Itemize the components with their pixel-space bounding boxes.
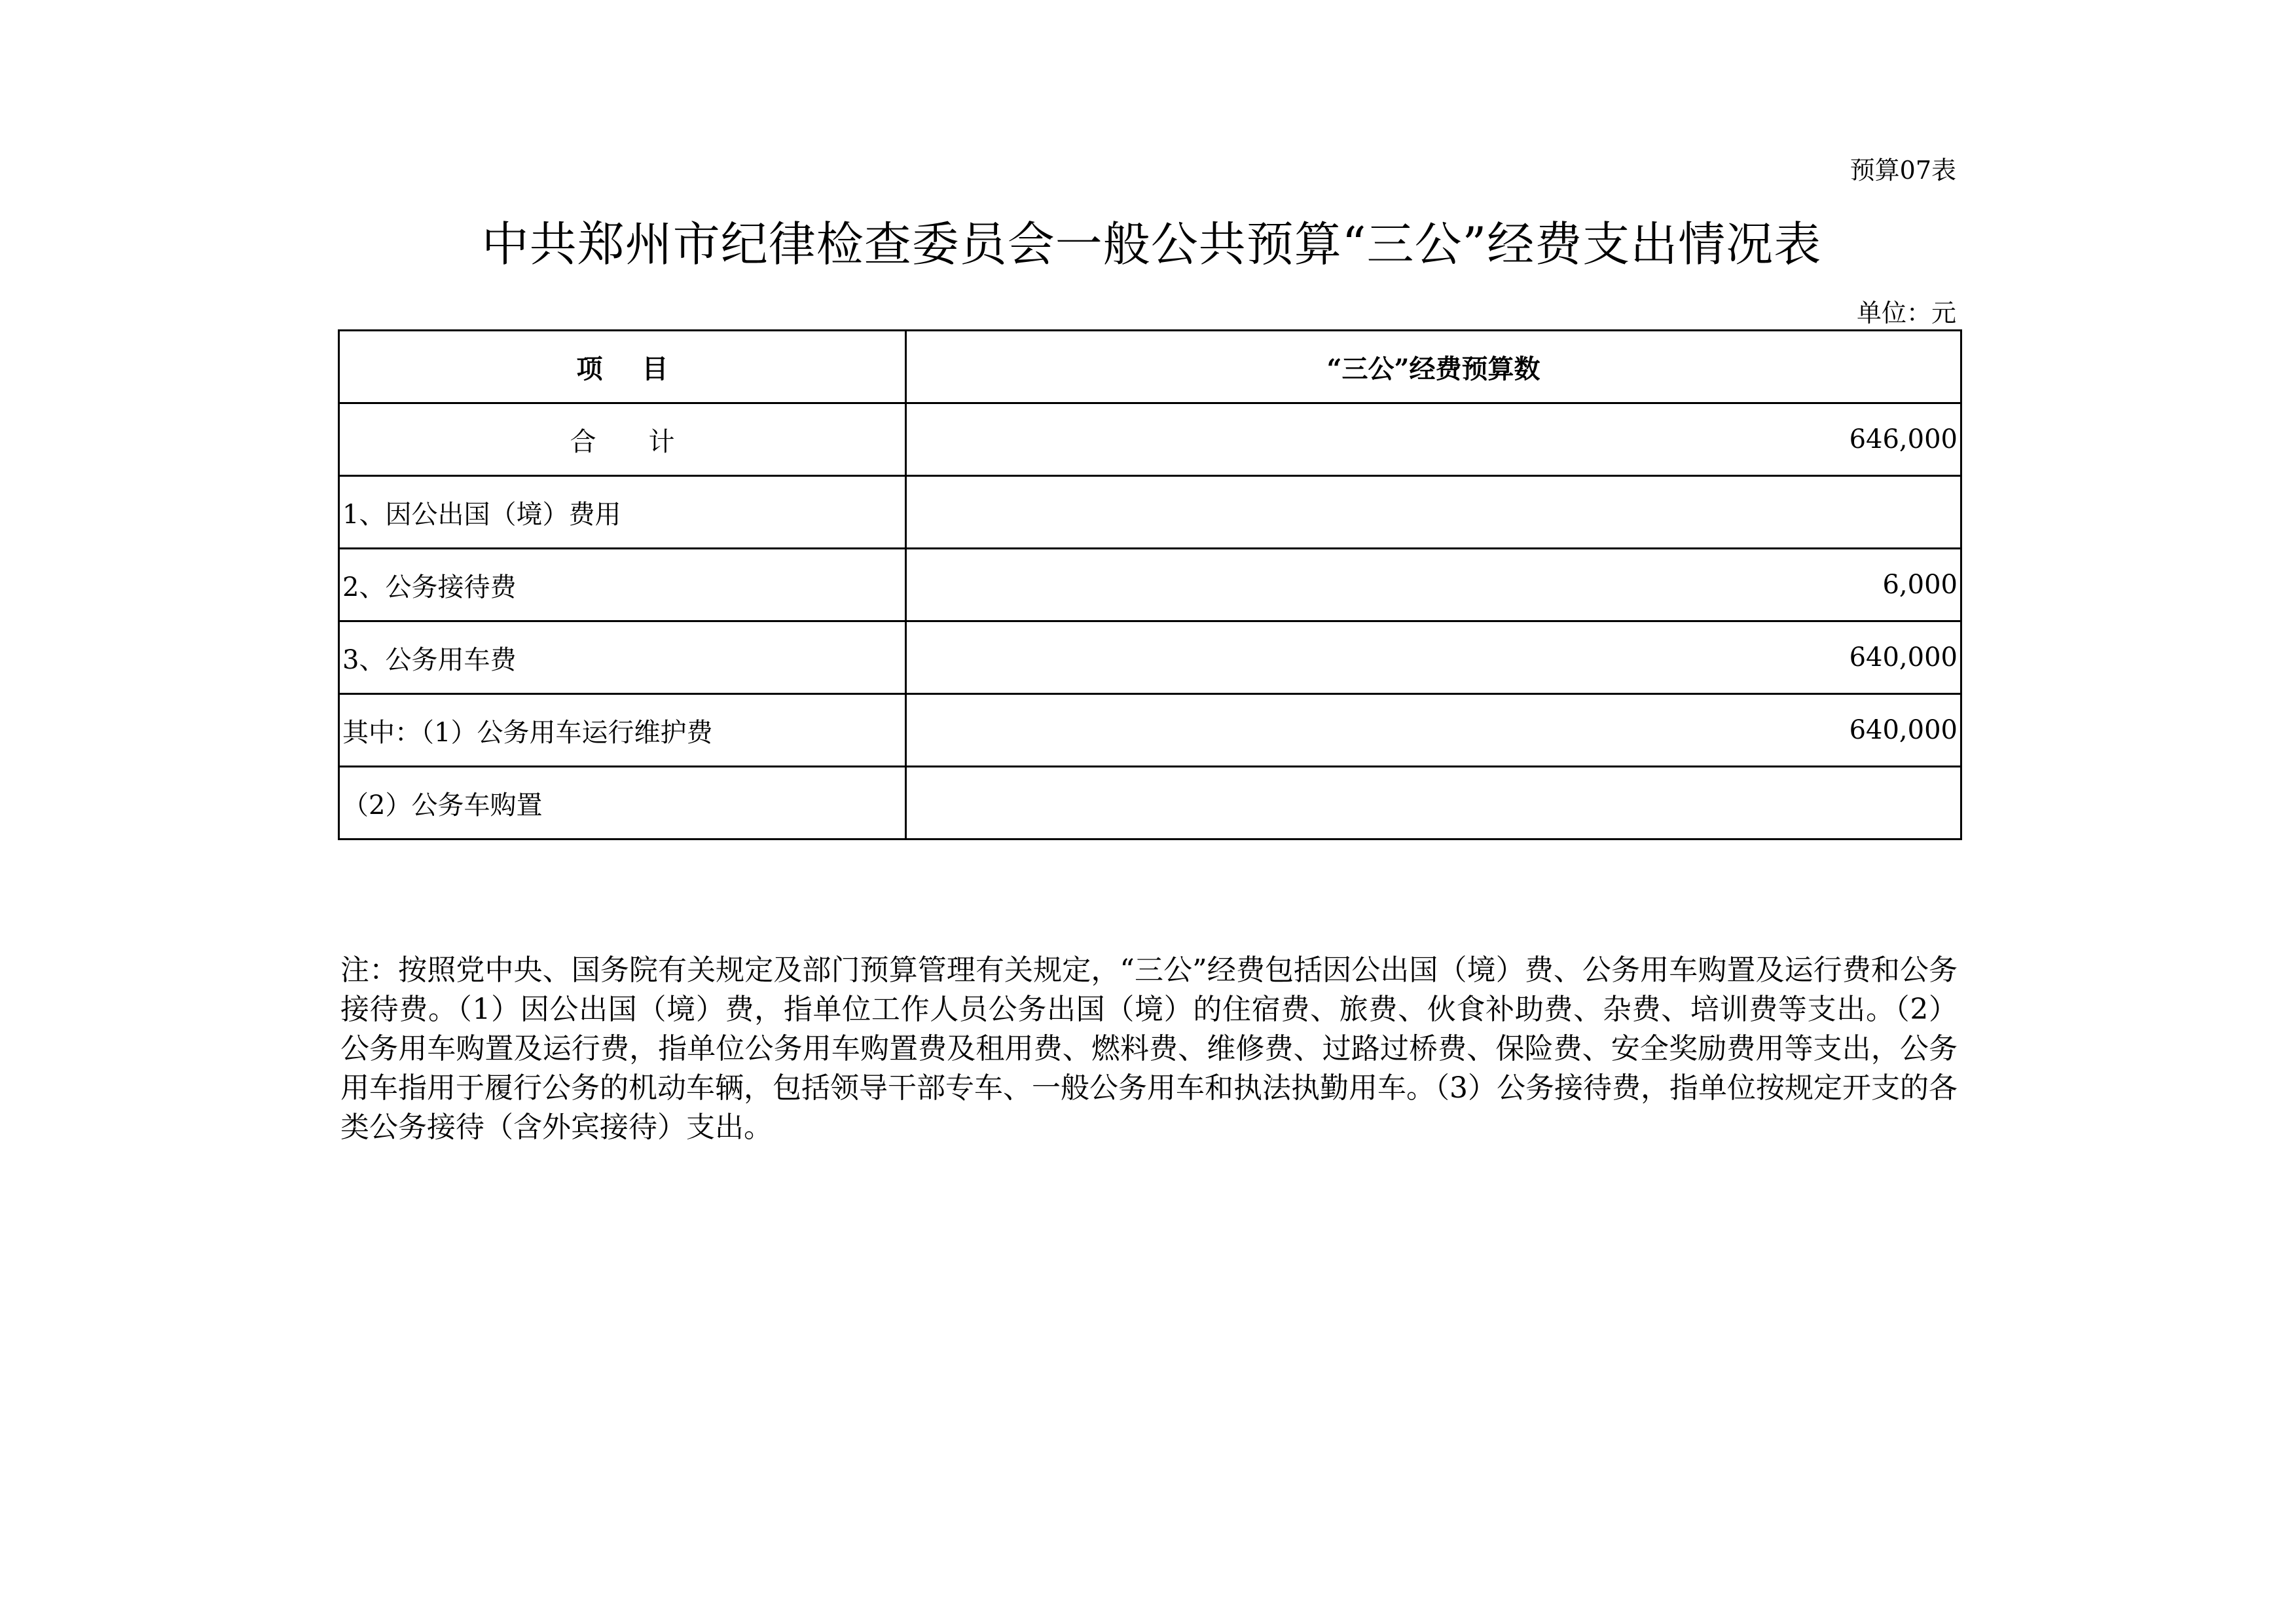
table-row-total — [339, 403, 1961, 476]
table-row-vehicle-purchase — [339, 767, 1961, 840]
row-value — [906, 767, 1961, 840]
row-label: 合计 — [339, 403, 906, 476]
row-label: 2、公务接待费 — [339, 549, 906, 621]
row-value: 646,000 — [906, 403, 1961, 476]
form-number: 预算07表 — [1850, 156, 1956, 185]
footnote: 注：按照党中央、国务院有关规定及部门预算管理有关规定，“三公”经费包括因公出国（境）费、公务用车购置及运行费和公务接待费。（1）因公出国（境）费，指单位工作人员公务出国（境）的住宿费、旅费、伙食补助费、杂费、培训费等支出。（2）公务用车购置及运行费，指单位公务用车购置费及租用费、燃料费、维修费、过路过桥费、保险费、安全奖励费用等支出，公务用车指用于履行公务的机动车辆，包括领导干部专车、一般公务用车和执法执勤用车。（3）公务接待费，指单位按规定开支的各类公务接待（含外宾接待）支出。 — [340, 953, 1958, 1144]
table-row-vehicle-maintenance — [339, 694, 1961, 767]
row-value: 640,000 — [906, 694, 1961, 767]
column-header-budget: “三公”经费预算数 — [906, 331, 1961, 403]
unit-label: 单位：元 — [1856, 299, 1956, 327]
table-header-row — [339, 331, 1961, 403]
row-label: （2）公务车购置 — [339, 767, 906, 840]
row-label: 1、因公出国（境）费用 — [339, 476, 906, 549]
document-title: 中共郑州市纪律检查委员会一般公共预算“三公”经费支出情况表 — [481, 217, 1822, 272]
budget-table — [338, 329, 1962, 840]
column-header-item: 项目 — [339, 331, 906, 403]
row-value: 6,000 — [906, 549, 1961, 621]
row-value: 640,000 — [906, 621, 1961, 694]
table-row-overseas — [339, 476, 1961, 549]
table-row-reception — [339, 549, 1961, 621]
row-value — [906, 476, 1961, 549]
row-label: 3、公务用车费 — [339, 621, 906, 694]
row-label: 其中：（1）公务用车运行维护费 — [339, 694, 906, 767]
table-row-vehicle — [339, 621, 1961, 694]
